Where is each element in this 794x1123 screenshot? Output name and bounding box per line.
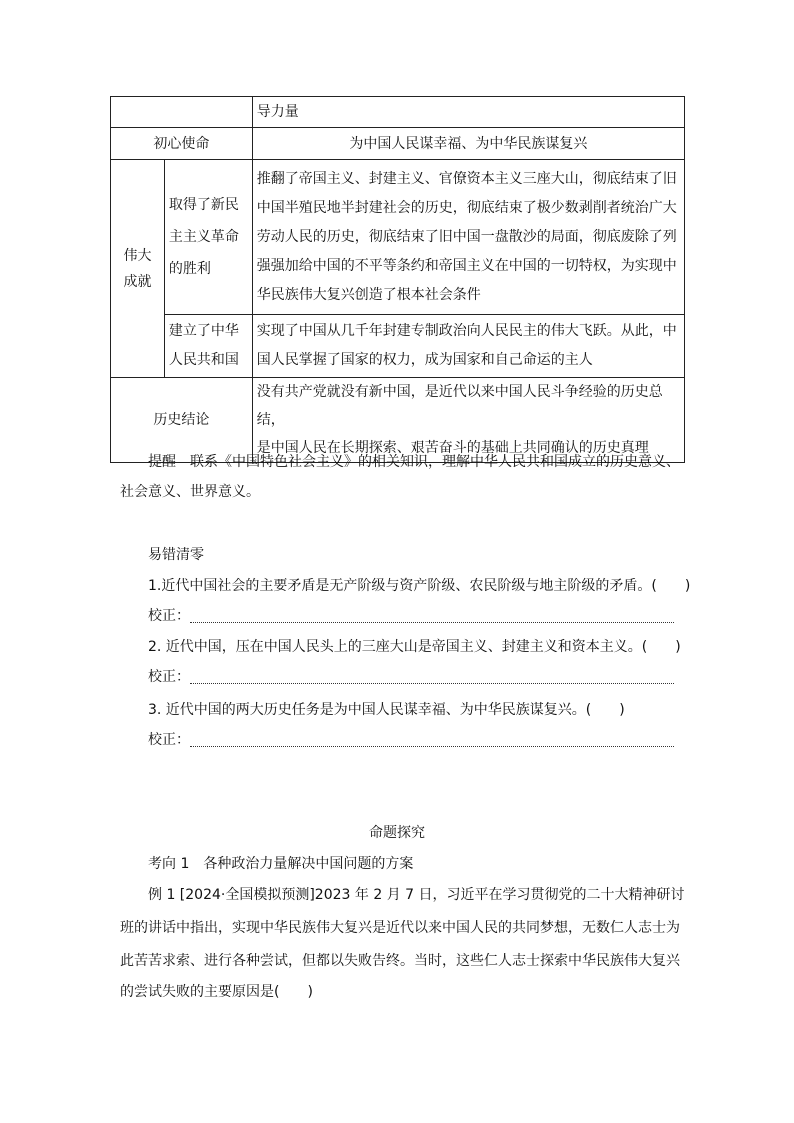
sub-label-line: 人民共和国 [168, 352, 239, 368]
section-title-errors: 易错清零 [148, 547, 204, 563]
reminder-line: 提醒 联系《中国特色社会主义》的相关知识，理解中华人民共和国成立的历史意义、 [148, 454, 680, 470]
correction-label: 校正： [148, 732, 190, 748]
correction-label: 校正： [148, 608, 190, 624]
summary-table [110, 96, 685, 463]
sub-label-line: 的胜利 [168, 261, 211, 277]
question-3: 3. 近代中国的两大历史任务是为中国人民谋幸福、为中华民族谋复兴。( ) [148, 702, 625, 718]
text-line: 华民族伟大复兴创造了根本社会条件 [256, 286, 481, 303]
sub-label-line: 建立了中华 [168, 323, 239, 339]
text-line: 中国半殖民地半封建社会的历史，彻底结束了极少数剥削者统治广大 [256, 199, 677, 216]
sub-label-prc [164, 315, 252, 378]
example-line: 班的讲话中指出，实现中华民族伟大复兴是近代以来中国人民的共同梦想，无数仁人志士为 [120, 920, 680, 936]
reminder-line: 社会意义、世界意义。 [120, 484, 260, 500]
sub-label-line: 主主义革命 [168, 229, 239, 245]
table-row [111, 378, 685, 463]
table-row [111, 128, 685, 160]
sub-label-victory [164, 160, 252, 315]
header-blank-cell [111, 97, 253, 128]
text-line: 是中国人民在长期探索、艰苦奋斗的基础上共同确认的历史真理 [256, 440, 649, 456]
answer-line[interactable] [190, 746, 674, 747]
text-line: 劳动人民的历史，彻底结束了旧中国一盘散沙的局面，彻底废除了列 [256, 228, 677, 245]
answer-line[interactable] [190, 622, 674, 623]
example-line: 例 1 [2024·全国模拟预测]2023 年 2 月 7 日，习近平在学习贯彻党的二十大精神研讨 [148, 887, 685, 903]
achievement-label-line: 成就 [123, 273, 152, 290]
row-label-achievement [111, 160, 165, 378]
sub-text-victory [252, 160, 684, 315]
row-label-conclusion: 历史结论 [111, 378, 253, 463]
header-cell: 导力量 [252, 97, 684, 128]
example-line: 此苦苦求索、进行各种尝试，但都以失败告终。当时，这些仁人志士探索中华民族伟大复兴 [120, 953, 680, 969]
text-line: 实现了中国从几千年封建专制政治向人民民主的伟大飞跃。从此，中 [256, 323, 677, 339]
exam-direction: 考向 1 各种政治力量解决中国问题的方案 [148, 856, 414, 872]
achievement-label-line: 伟大 [123, 247, 152, 264]
section-title-explore: 命题探究 [369, 825, 425, 841]
text-line: 没有共产党就没有新中国，是近代以来中国人民斗争经验的历史总结， [256, 384, 663, 428]
row-value-conclusion [252, 378, 684, 463]
example-line: 的尝试失败的主要原因是( ) [120, 984, 313, 1000]
question-2: 2. 近代中国，压在中国人民头上的三座大山是帝国主义、封建主义和资本主义。( ) [148, 639, 681, 655]
text-line: 强强加给中国的不平等条约和帝国主义在中国的一切特权，为实现中 [256, 257, 677, 274]
sub-label-line: 取得了新民 [168, 197, 239, 213]
row-label-mission: 初心使命 [111, 128, 253, 160]
table-header-row [111, 97, 685, 128]
table-row [111, 160, 685, 315]
text-line: 国人民掌握了国家的权力，成为国家和自己命运的主人 [256, 352, 593, 368]
table-row [111, 315, 685, 378]
answer-line[interactable] [190, 683, 674, 684]
row-value-mission: 为中国人民谋幸福、为中华民族谋复兴 [252, 128, 684, 160]
sub-text-prc [252, 315, 684, 378]
correction-label: 校正： [148, 669, 190, 685]
question-1: 1.近代中国社会的主要矛盾是无产阶级与资产阶级、农民阶级与地主阶级的矛盾。( ) [148, 578, 691, 594]
text-line: 推翻了帝国主义、封建主义、官僚资本主义三座大山，彻底结束了旧 [256, 170, 677, 187]
